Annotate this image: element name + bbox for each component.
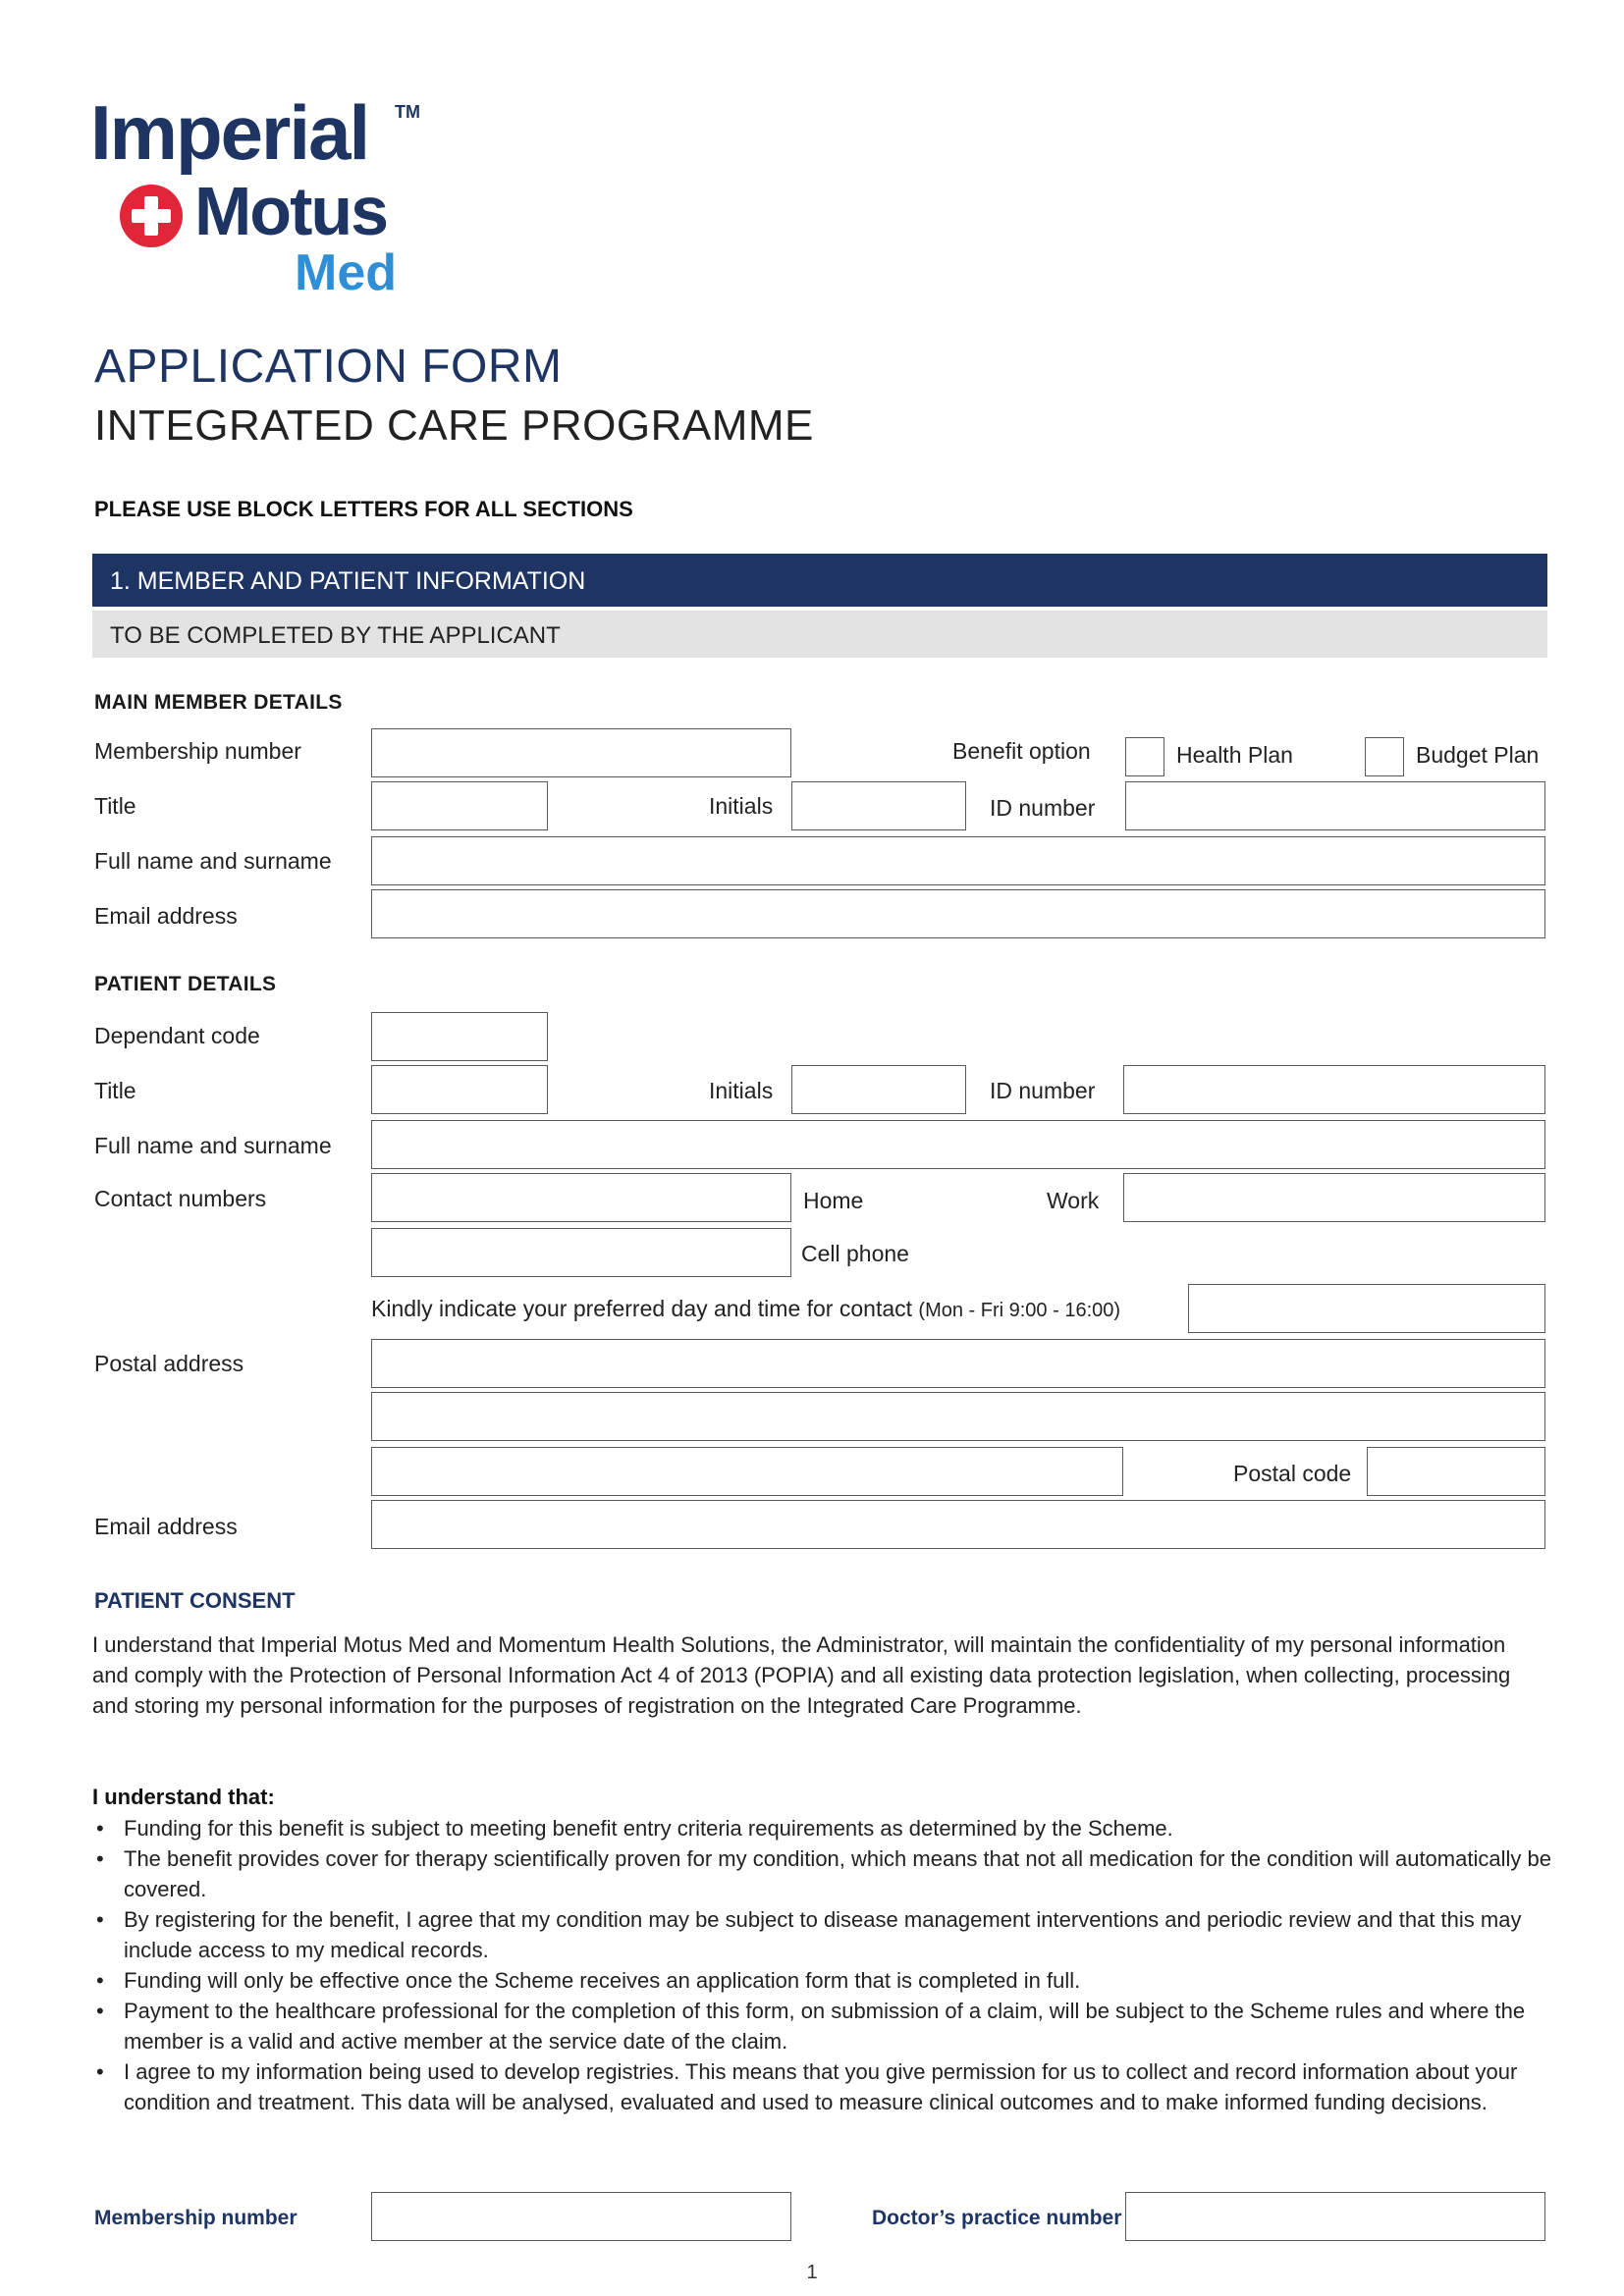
home-phone-input[interactable]	[371, 1173, 791, 1222]
member-initials-label: Initials	[709, 793, 774, 819]
page-subtitle: INTEGRATED CARE PROGRAMME	[94, 401, 814, 450]
preferred-contact-text: Kindly indicate your preferred day and time for contact	[371, 1296, 913, 1321]
logo-imperial-text: Imperial	[90, 89, 369, 176]
list-item: • Funding will only be effective once the Scheme receives an application form that is completed in full.	[92, 1965, 1555, 1996]
member-id-number-label: ID number	[990, 795, 1096, 821]
benefit-option-label: Benefit option	[952, 738, 1091, 764]
preferred-contact-label	[371, 1298, 1120, 1320]
footer-membership-number-label: Membership number	[94, 2207, 298, 2229]
list-item: • I agree to my information being used to develop registries. This means that you give permission for us to collect and record information about your condition and treatment. This data will be analysed, evaluated and used to measure clinical outcomes and to make informed funding decisions.	[92, 2056, 1555, 2117]
patient-email-input[interactable]	[371, 1500, 1545, 1549]
section-subheading-bar	[92, 611, 1547, 658]
footer-membership-number-input[interactable]	[371, 2192, 791, 2241]
patient-title-input[interactable]	[371, 1065, 548, 1114]
section-subheading: TO BE COMPLETED BY THE APPLICANT	[110, 622, 561, 649]
patient-email-label: Email address	[94, 1514, 238, 1539]
budget-plan-label: Budget Plan	[1416, 742, 1540, 768]
preferred-contact-hours: (Mon - Fri 9:00 - 16:00)	[918, 1300, 1121, 1321]
work-label: Work	[1047, 1188, 1100, 1213]
member-title-label: Title	[94, 793, 136, 819]
list-item: • By registering for the benefit, I agree that my condition may be subject to disease management interventions and periodic review and that this may include access to my medical records.	[92, 1904, 1555, 1965]
main-member-heading: MAIN MEMBER DETAILS	[94, 691, 343, 714]
home-label: Home	[803, 1188, 864, 1213]
list-item: • Payment to the healthcare professional for the completion of this form, on submission of a claim, will be subject to the Scheme rules and where the member is a valid and active member at the service date of the claim.	[92, 1996, 1555, 2056]
logo-med-text: Med	[295, 244, 397, 301]
patient-details-heading: PATIENT DETAILS	[94, 973, 277, 995]
budget-plan-checkbox[interactable]	[1365, 737, 1404, 776]
dependant-code-label: Dependant code	[94, 1023, 260, 1048]
health-plan-label: Health Plan	[1176, 742, 1293, 768]
patient-id-number-label: ID number	[990, 1078, 1096, 1103]
work-phone-input[interactable]	[1123, 1173, 1545, 1222]
postal-address-line3-input[interactable]	[371, 1447, 1123, 1496]
list-item: • Funding for this benefit is subject to meeting benefit entry criteria requirements as determined by the Scheme.	[92, 1813, 1555, 1843]
page-number: 1	[806, 2262, 818, 2283]
member-initials-input[interactable]	[791, 781, 966, 830]
member-full-name-input[interactable]	[371, 836, 1545, 885]
health-plan-checkbox[interactable]	[1125, 737, 1164, 776]
postal-code-input[interactable]	[1367, 1447, 1545, 1496]
understand-heading: I understand that:	[92, 1785, 275, 1809]
member-id-number-input[interactable]	[1125, 781, 1545, 830]
consent-paragraph: I understand that Imperial Motus Med and Momentum Health Solutions, the Administrator, will maintain the confidentiality of my personal information and comply with the Protection of Personal Information Act 4 of 2013 (POPIA) and all existing data protection legislation, when collecting, processing and storing my personal information for the purposes of registration on the Integrated Care Programme.	[92, 1632, 1511, 1718]
member-full-name-label: Full name and surname	[94, 848, 332, 874]
patient-initials-input[interactable]	[791, 1065, 966, 1114]
membership-number-label: Membership number	[94, 738, 301, 764]
patient-full-name-input[interactable]	[371, 1120, 1545, 1169]
dependant-code-input[interactable]	[371, 1012, 548, 1061]
patient-id-number-input[interactable]	[1123, 1065, 1545, 1114]
section-heading: 1. MEMBER AND PATIENT INFORMATION	[110, 567, 586, 595]
practice-number-label: Doctor’s practice number	[872, 2207, 1122, 2229]
section-heading-bar	[92, 554, 1547, 607]
patient-consent-heading: PATIENT CONSENT	[94, 1588, 296, 1613]
cell-phone-input[interactable]	[371, 1228, 791, 1277]
page-title: APPLICATION FORM	[94, 341, 563, 393]
practice-number-input[interactable]	[1125, 2192, 1545, 2241]
postal-address-line1-input[interactable]	[371, 1339, 1545, 1388]
patient-full-name-label: Full name and surname	[94, 1133, 332, 1158]
logo-motus-text: Motus	[194, 173, 388, 249]
postal-address-line2-input[interactable]	[371, 1392, 1545, 1441]
patient-initials-label: Initials	[709, 1078, 774, 1103]
logo-trademark: TM	[395, 102, 420, 122]
instruction-note: PLEASE USE BLOCK LETTERS FOR ALL SECTIONS	[94, 497, 633, 521]
member-email-input[interactable]	[371, 889, 1545, 938]
patient-title-label: Title	[94, 1078, 136, 1103]
postal-code-label: Postal code	[1233, 1461, 1352, 1486]
preferred-contact-input[interactable]	[1188, 1284, 1545, 1333]
medical-cross-icon	[118, 183, 185, 249]
membership-number-input[interactable]	[371, 728, 791, 777]
consent-bullet-list	[92, 1813, 1555, 2117]
member-title-input[interactable]	[371, 781, 548, 830]
list-item: • The benefit provides cover for therapy scientifically proven for my condition, which means that not all medication for the condition will automatically be covered.	[92, 1843, 1555, 1904]
postal-address-label: Postal address	[94, 1351, 244, 1376]
member-email-label: Email address	[94, 903, 238, 929]
cell-phone-label: Cell phone	[801, 1241, 909, 1266]
contact-numbers-label: Contact numbers	[94, 1186, 267, 1211]
